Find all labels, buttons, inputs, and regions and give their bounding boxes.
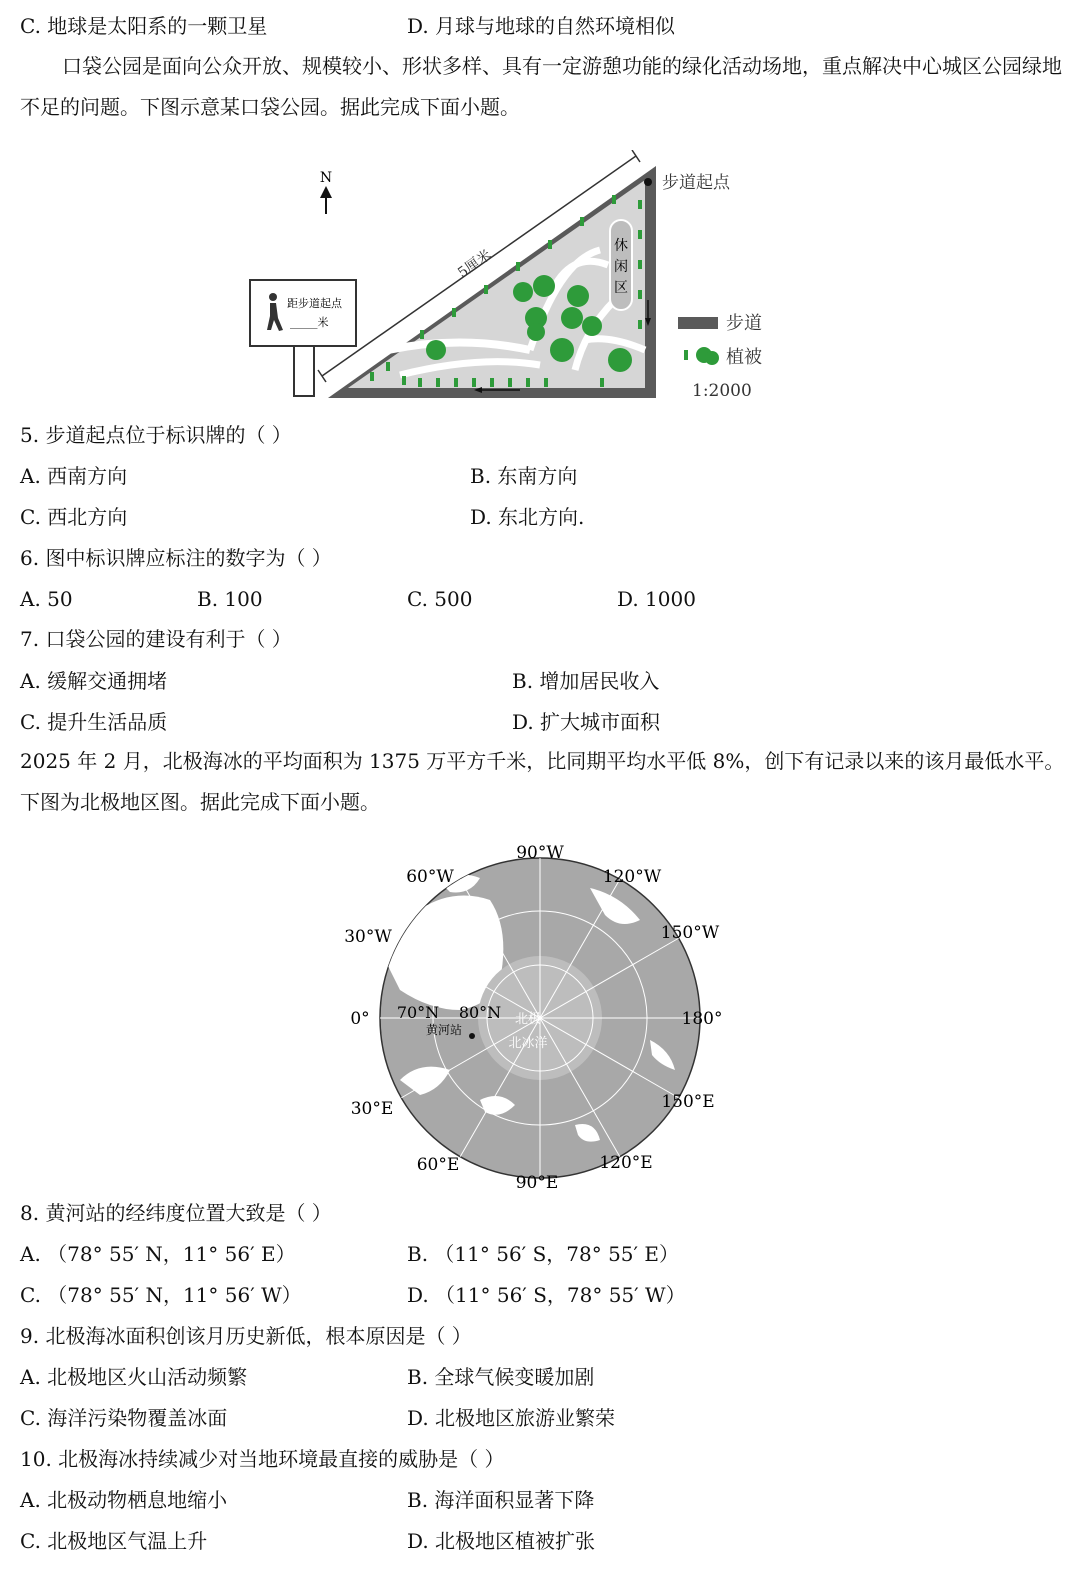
legend-vegetation-label: 植被 xyxy=(726,347,762,368)
question-9-stem: 9. 北极海冰面积创该月历史新低，根本原因是（ ） xyxy=(20,1324,472,1348)
walkway-start-label: 步道起点 xyxy=(662,173,730,193)
walkway-start-point xyxy=(644,178,652,186)
question-8-stem: 8. 黄河站的经纬度位置大致是（ ） xyxy=(20,1201,332,1225)
label-north-pole: 北极 xyxy=(514,1012,542,1027)
label-30e: 30°E xyxy=(350,1099,394,1119)
label-30w: 30°W xyxy=(344,927,392,947)
q10-option-d[interactable]: D. 北极地区植被扩张 xyxy=(407,1529,596,1553)
q8-option-a[interactable]: A. （78° 55′ N，11° 56′ E） xyxy=(20,1242,296,1266)
q7-option-a[interactable]: A. 缓解交通拥堵 xyxy=(20,669,168,693)
label-120w: 120°W xyxy=(602,867,662,887)
label-90w: 90°W xyxy=(516,843,564,863)
q5-option-d[interactable]: D. 东北方向. xyxy=(470,505,585,529)
arctic-map xyxy=(340,840,740,1190)
q8-option-c[interactable]: C. （78° 55′ N，11° 56′ W） xyxy=(20,1283,302,1307)
q6-option-d[interactable]: D. 1000 xyxy=(617,587,696,611)
rest-area-char-1: 休 xyxy=(614,238,628,254)
option-c-prev: C. 地球是太阳系的一颗卫星 xyxy=(20,14,268,38)
label-arctic-ocean: 北冰洋 xyxy=(508,1036,548,1051)
question-7-stem: 7. 口袋公园的建设有利于（ ） xyxy=(20,627,292,651)
distance-label: 5厘米 xyxy=(455,246,495,282)
label-0: 0° xyxy=(350,1009,370,1029)
q9-option-d[interactable]: D. 北极地区旅游业繁荣 xyxy=(407,1406,616,1430)
legend-walkway-label: 步道 xyxy=(726,313,762,334)
sign-text-line2: _____米 xyxy=(290,316,329,329)
label-huanghe-station: 黄河站 xyxy=(425,1023,463,1037)
q9-option-b[interactable]: B. 全球气候变暖加剧 xyxy=(407,1365,595,1389)
pocket-park-map xyxy=(240,150,780,410)
q10-option-a[interactable]: A. 北极动物栖息地缩小 xyxy=(20,1488,228,1512)
q5-option-a[interactable]: A. 西南方向 xyxy=(20,464,128,488)
sign-board xyxy=(250,280,356,346)
q7-option-d[interactable]: D. 扩大城市面积 xyxy=(512,710,661,734)
label-90e: 90°E xyxy=(515,1173,559,1190)
question-6-stem: 6. 图中标识牌应标注的数字为（ ） xyxy=(20,546,332,570)
q10-option-b[interactable]: B. 海洋面积显著下降 xyxy=(407,1488,595,1512)
legend-walkway-swatch xyxy=(678,317,718,329)
label-120e: 120°E xyxy=(599,1153,653,1173)
rest-area-char-3: 区 xyxy=(614,280,628,296)
passage-pocket-park: 口袋公园是面向公众开放、规模较小、形状多样、具有一定游憩功能的绿化活动场地，重点解决中心城区公园绿地不足的问题。下图示意某口袋公园。据此完成下面小题。 xyxy=(20,54,1062,119)
north-label: N xyxy=(319,170,333,186)
q5-option-b[interactable]: B. 东南方向 xyxy=(470,464,578,488)
q9-option-a[interactable]: A. 北极地区火山活动频繁 xyxy=(20,1365,248,1389)
label-60e: 60°E xyxy=(416,1155,460,1175)
q9-option-c[interactable]: C. 海洋污染物覆盖冰面 xyxy=(20,1406,228,1430)
sign-text-line1: 距步道起点 xyxy=(287,297,342,310)
question-10-stem: 10. 北极海冰持续减少对当地环境最直接的威胁是（ ） xyxy=(20,1447,505,1471)
huanghe-station-dot xyxy=(469,1033,475,1039)
q5-option-c[interactable]: C. 西北方向 xyxy=(20,505,128,529)
q7-option-c[interactable]: C. 提升生活品质 xyxy=(20,710,168,734)
question-5-stem: 5. 步道起点位于标识牌的（ ） xyxy=(20,423,292,447)
label-80n: 80°N xyxy=(458,1003,502,1022)
label-180: 180° xyxy=(681,1009,723,1029)
option-d-prev: D. 月球与地球的自然环境相似 xyxy=(407,14,676,38)
q7-option-b[interactable]: B. 增加居民收入 xyxy=(512,669,660,693)
q8-option-b[interactable]: B. （11° 56′ S，78° 55′ E） xyxy=(407,1242,680,1266)
q6-option-a[interactable]: A. 50 xyxy=(20,587,73,611)
label-60w: 60°W xyxy=(406,867,454,887)
q6-option-b[interactable]: B. 100 xyxy=(197,587,263,611)
legend-vegetation-icon xyxy=(684,347,719,365)
q8-option-d[interactable]: D. （11° 56′ S，78° 55′ W） xyxy=(407,1283,686,1307)
label-70n: 70°N xyxy=(396,1003,440,1022)
passage-arctic-ice: 2025 年 2 月，北极海冰的平均面积为 1375 万平方千米，比同期平均水平低 8%，创下有记录以来的该月最低水平。下图为北极地区图。据此完成下面小题。 xyxy=(20,749,1065,814)
label-150e: 150°E xyxy=(661,1092,715,1112)
rest-area-char-2: 闲 xyxy=(614,259,628,275)
q10-option-c[interactable]: C. 北极地区气温上升 xyxy=(20,1529,208,1553)
q6-option-c[interactable]: C. 500 xyxy=(407,587,473,611)
map-scale: 1:2000 xyxy=(692,381,752,401)
label-150w: 150°W xyxy=(660,923,720,943)
